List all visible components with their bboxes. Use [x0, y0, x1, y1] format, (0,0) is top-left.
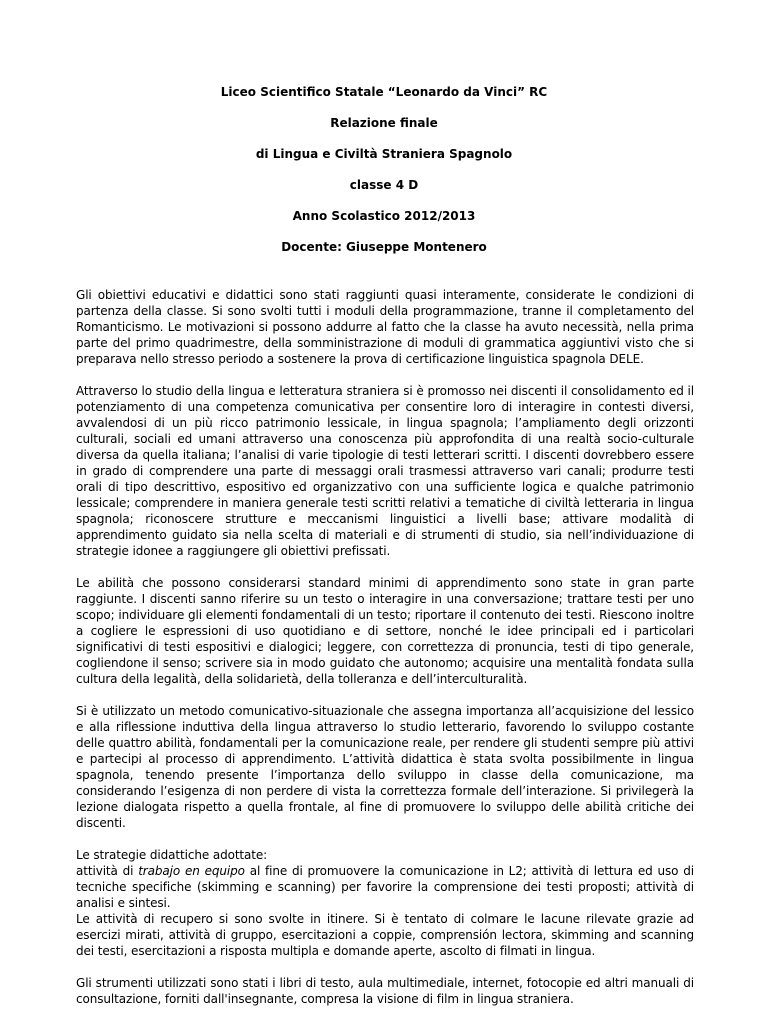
strategies-rest: al fine di promuovere la comunicazione in L2; attività di lettura ed uso di tecniche specifiche (skimming e scanning) per favorire la comprensione dei testi proposti; attività di analisi e sintesi. [76, 864, 694, 910]
strategies-lead: attività di [76, 864, 139, 878]
class-name: classe 4 D [349, 178, 419, 192]
strategies-italic: trabajo en equipo [138, 864, 245, 878]
strategies-text [76, 863, 694, 911]
paragraph-tools: Gli strumenti utilizzati sono stati i libri di testo, aula multimediale, internet, fotocopie ed altri manuali di consultazione, forniti dall'insegnante, compresa la visione di film in lingua straniera. [76, 976, 694, 1006]
school-name: Liceo Scientifico Statale “Leonardo da Vinci” RC [220, 85, 548, 99]
teacher-name: Docente: Giuseppe Montenero [281, 240, 487, 254]
report-title: Relazione finale [330, 116, 438, 130]
paragraph-recovery: Le attività di recupero si sono svolte in itinere. Si è tentato di colmare le lacune rilevate grazie ad esercizi mirati, attività di gruppo, esercitazioni a coppie, comprensión lectora, skimming and scanning dei testi, esercitazioni a risposta multipla e domande aperte, ascolto di filmati in lingua. [76, 912, 694, 958]
strategies-intro: Le strategie didattiche adottate: [76, 848, 268, 862]
paragraph-competences: Attraverso lo studio della lingua e letteratura straniera si è promosso nei discenti il consolidamento ed il potenziamento di una competenza comunicativa per consentire loro di interagire in contesti diversi, avvalendosi di un più ricco patrimonio lessicale, in lingua spagnola; l’ampliamento degli orizzonti culturali, sociali ed umani attraverso una conoscenza più approfondita di una realtà socio-culturale diversa da quella italiana; l’analisi di varie tipologie di testi letterari scritti. I discenti dovrebbero essere in grado di comprendere una parte di messaggi orali trasmessi attraverso vari canali; produrre testi orali di tipo descrittivo, espositivo ed organizzativo con una sufficiente logica e qualche patrimonio lessicale; comprendere in maniera generale testi scritti relativi a tematiche di civiltà letteraria in lingua spagnola; riconoscere strutture e meccanismi linguistici a livelli base; attivare modalità di apprendimento guidato sia nella scelta di materiali e di strumenti di studio, sia nell’individuazione di strategie idonee a raggiungere gli obiettivi prefissati. [76, 384, 694, 558]
subject-title: di Lingua e Civiltà Straniera Spagnolo [255, 147, 513, 161]
paragraph-objectives: Gli obiettivi educativi e didattici sono stati raggiunti quasi interamente, considerate le condizioni di partenza della classe. Si sono svolti tutti i moduli della programmazione, tranne il completamento del Romanticismo. Le motivazioni si possono addurre al fatto che la classe ha avuto necessità, nella prima parte del primo quadrimestre, della somministrazione di moduli di grammatica aggiuntivi visto che si preparava nello stresso periodo a sostenere la prova di certificazione linguistica spagnola DELE. [76, 288, 694, 366]
paragraph-method: Si è utilizzato un metodo comunicativo-situazionale che assegna importanza all’acquisizione del lessico e alla riflessione induttiva della lingua attraverso lo studio letterario, favorendo lo sviluppo costante delle quattro abilità, fondamentali per la comunicazione reale, per rendere gli studenti sempre più attivi e partecipi al processo di apprendimento. L’attività didattica è stata svolta possibilmente in lingua spagnola, tenendo presente l’importanza dello sviluppo in classe della comunicazione, ma considerando l’esigenza di non perdere di vista la correttezza formale dell’interazione. Si privilegerà la lezione dialogata rispetto a quella frontale, al fine di promuovere lo sviluppo delle abilità critiche dei discenti. [76, 704, 694, 830]
paragraph-standards: Le abilità che possono considerarsi standard minimi di apprendimento sono state in gran parte raggiunte. I discenti sanno riferire su un testo o interagire in una conversazione; trattare testi per uno scopo; individuare gli elementi fondamentali di un testo; riportare il contenuto dei testi. Riescono inoltre a cogliere le espressioni di uso quotidiano e di settore, nonché le idee principali ed i particolari significativi di testi espositivi e dialogici; leggere, con correttezza di pronuncia, testi di tipo generale, cogliendone il senso; scrivere sia in modo guidato che autonomo; acquisire una mentalità fondata sulla cultura della legalità, della solidarietà, della tolleranza e dell’interculturalità. [76, 576, 694, 686]
report-body [76, 287, 694, 1023]
school-year: Anno Scolastico 2012/2013 [292, 209, 476, 223]
